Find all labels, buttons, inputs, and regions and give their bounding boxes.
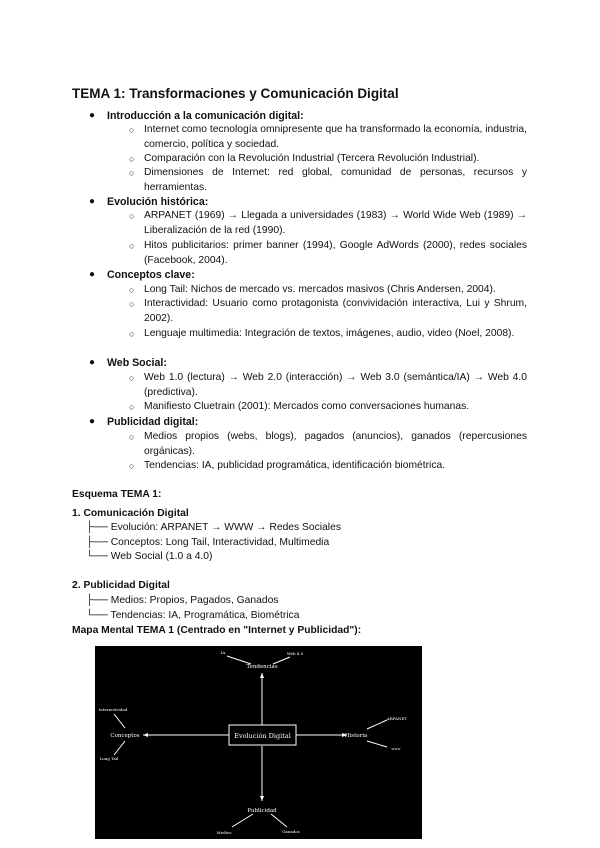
- bullet-icon: ●: [89, 196, 96, 207]
- center-node-label: Evolución Digital: [234, 732, 291, 740]
- tree-line: ├── Evolución: ARPANET → WWW → Redes Sociales: [86, 522, 341, 533]
- node-bottom-right: Ganados: [282, 829, 300, 834]
- bullet-icon: ●: [89, 416, 96, 427]
- circle-bullet-icon: ○: [129, 461, 135, 471]
- bullet-icon: ●: [89, 110, 96, 121]
- list-item: ○ Medios propios (webs, blogs), pagados (anuncios), ganados (repercusiones orgánicas).: [129, 431, 527, 457]
- list-item: ○ ARPANET (1969) → Llegada a universidades (1983) → World Wide Web (1989) → Liberalización de la red (1990).: [129, 210, 527, 236]
- tree-line: ├── Conceptos: Long Tail, Interactividad, Multimedia: [86, 537, 330, 548]
- list-item: ○ Dimensiones de Internet: red global, comunidad de personas, recursos y herramientas.: [129, 167, 527, 193]
- section-heading: ● Publicidad digital:: [89, 416, 199, 428]
- node-right-bottom: WWW: [391, 747, 401, 751]
- tree-line: └── Tendencias: IA, Programática, Biométrica: [86, 610, 300, 621]
- list-item: ○ Hitos publicitarios: primer banner (1994), Google AdWords (2000), redes sociales (Facebook, 2004).: [129, 240, 527, 266]
- mind-map-heading: Mapa Mental TEMA 1 (Centrado en "Internet y Publicidad"):: [72, 625, 362, 636]
- circle-bullet-icon: ○: [129, 299, 135, 309]
- list-item: ○ Internet como tecnología omnipresente que ha transformado la economía, industria, comercio, política y sociedad.: [129, 124, 527, 150]
- circle-bullet-icon: ○: [129, 329, 135, 339]
- edge-top-left: [227, 656, 251, 664]
- circle-bullet-icon: ○: [129, 285, 135, 295]
- mind-map-image: [95, 646, 422, 839]
- list-item: ○ Comparación con la Revolución Industrial (Tercera Revolución Industrial).: [144, 152, 527, 167]
- circle-bullet-icon: ○: [129, 402, 135, 412]
- circle-bullet-icon: ○: [129, 241, 135, 251]
- bullet-icon: ●: [89, 357, 96, 368]
- bullet-icon: ●: [89, 269, 96, 280]
- edge-left-top: [114, 714, 125, 728]
- circle-bullet-icon: ○: [129, 154, 135, 164]
- edge-right-bottom: [367, 741, 387, 747]
- list-item: ○ Interactividad: Usuario como protagonista (convividación interactiva, Lui y Shrum, 2002).: [129, 298, 527, 324]
- section-heading: ● Conceptos clave:: [89, 269, 195, 281]
- arrowhead: [260, 673, 264, 678]
- node-left-bottom: Long Tail: [99, 756, 119, 761]
- edge-right-top: [367, 720, 387, 729]
- circle-bullet-icon: ○: [129, 125, 135, 135]
- section-heading: ● Evolución histórica:: [89, 196, 209, 208]
- esquema-block-title: 2. Publicidad Digital: [72, 580, 170, 591]
- esquema-heading: Esquema TEMA 1:: [72, 489, 162, 500]
- mind-map-svg: [95, 646, 422, 839]
- arrowhead: [143, 733, 148, 737]
- circle-bullet-icon: ○: [129, 168, 135, 178]
- section-heading: ● Web Social:: [89, 357, 167, 369]
- edge-bottom-left: [232, 814, 253, 827]
- list-item: ○ Long Tail: Nichos de mercado vs. mercados masivos (Chris Andersen, 2004).: [144, 283, 527, 298]
- list-item: ○ Manifiesto Cluetrain (2001): Mercados como conversaciones humanas.: [144, 400, 527, 415]
- node-right-top: ARPANET: [386, 716, 408, 721]
- circle-bullet-icon: ○: [129, 373, 135, 383]
- list-item: ○ Tendencias: IA, publicidad programática, identificación biométrica.: [144, 459, 527, 474]
- node-top-right: Web 4.0: [286, 651, 304, 656]
- node-bottom: Publicidad: [247, 808, 277, 814]
- list-item: ○ Web 1.0 (lectura) → Web 2.0 (interacción) → Web 3.0 (semántica/IA) → Web 4.0 (predictiva).: [129, 372, 527, 398]
- circle-bullet-icon: ○: [129, 211, 135, 221]
- node-right: Historia: [344, 733, 368, 739]
- tree-line: └── Web Social (1.0 a 4.0): [86, 551, 213, 562]
- tree-line: ├── Medios: Propios, Pagados, Ganados: [86, 595, 279, 606]
- edge-bottom-right: [271, 814, 287, 827]
- node-top-left: IA: [220, 650, 226, 655]
- edge-top-right: [273, 657, 290, 664]
- esquema-block-title: 1. Comunicación Digital: [72, 508, 189, 519]
- edge-left-bottom: [114, 741, 125, 755]
- circle-bullet-icon: ○: [129, 432, 135, 442]
- node-left: Conceptos: [110, 733, 140, 739]
- node-bottom-left: Medios: [216, 830, 232, 835]
- section-heading: ● Introducción a la comunicación digital:: [89, 110, 304, 122]
- page-title: TEMA 1: Transformaciones y Comunicación Digital: [72, 86, 399, 101]
- list-item: ○ Lenguaje multimedia: Integración de textos, imágenes, audio, video (Noel, 2008).: [144, 327, 527, 342]
- arrowhead: [260, 796, 264, 801]
- node-left-top: Interactividad: [98, 707, 128, 712]
- node-top: Tendencias: [246, 664, 278, 670]
